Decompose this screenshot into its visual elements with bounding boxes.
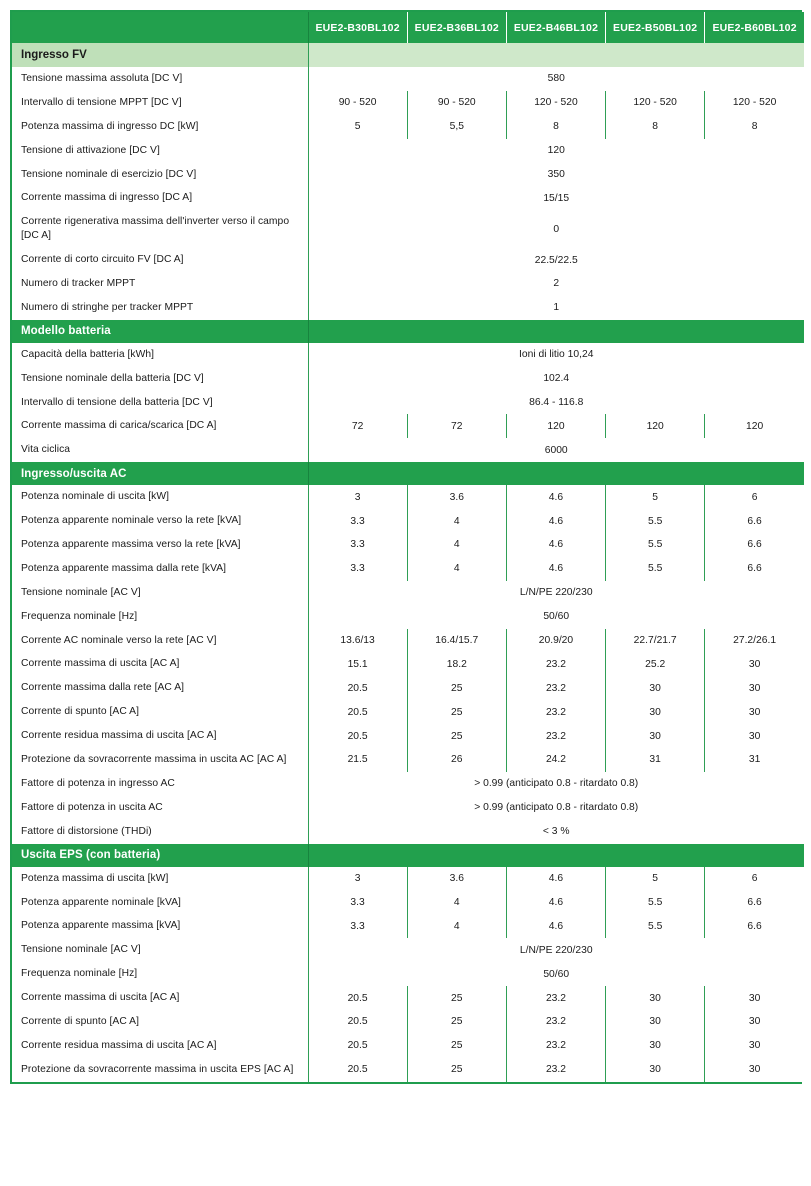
row-value-cell: 25	[407, 724, 506, 748]
row-value-cell: 120	[506, 414, 605, 438]
column-header-4: EUE2-B60BL102	[705, 12, 804, 43]
row-label: Potenza apparente massima verso la rete [kVA]	[12, 533, 308, 557]
row-label: Intervallo di tensione MPPT [DC V]	[12, 91, 308, 115]
table-row	[12, 210, 804, 248]
row-label: Corrente massima di carica/scarica [DC A]	[12, 414, 308, 438]
table-row	[12, 867, 804, 891]
table-row	[12, 652, 804, 676]
row-value-cell: 4	[407, 914, 506, 938]
row-label: Potenza massima di ingresso DC [kW]	[12, 115, 308, 139]
row-value-cell: 30	[705, 652, 804, 676]
table-row	[12, 629, 804, 653]
row-value-cell: 5.5	[606, 509, 705, 533]
spec-table-element	[12, 12, 804, 1082]
section-title: Uscita EPS (con batteria)	[12, 844, 308, 867]
row-label: Potenza nominale di uscita [kW]	[12, 485, 308, 509]
row-value-cell: 30	[606, 1058, 705, 1082]
section-header-row	[12, 462, 804, 485]
table-row	[12, 581, 804, 605]
row-value-cell: 4.6	[506, 867, 605, 891]
table-row	[12, 115, 804, 139]
table-row	[12, 724, 804, 748]
row-value-cell: 6.6	[705, 557, 804, 581]
table-row	[12, 557, 804, 581]
row-value-cell: 6.6	[705, 509, 804, 533]
row-value-merged: 2	[308, 272, 804, 296]
column-header-2: EUE2-B46BL102	[506, 12, 605, 43]
row-value-merged: 0	[308, 210, 804, 248]
table-row	[12, 748, 804, 772]
row-value-cell: 23.2	[506, 1010, 605, 1034]
row-label: Capacità della batteria [kWh]	[12, 343, 308, 367]
table-row	[12, 1010, 804, 1034]
row-value-merged: 6000	[308, 438, 804, 462]
table-row	[12, 891, 804, 915]
row-value-merged: 350	[308, 163, 804, 187]
row-value-cell: 30	[606, 676, 705, 700]
row-value-cell: 31	[606, 748, 705, 772]
row-value-cell: 5.5	[606, 533, 705, 557]
row-label: Numero di tracker MPPT	[12, 272, 308, 296]
row-value-cell: 30	[606, 986, 705, 1010]
table-row	[12, 438, 804, 462]
row-value-cell: 30	[705, 1058, 804, 1082]
row-value-cell: 90 - 520	[308, 91, 407, 115]
row-value-cell: 30	[606, 1010, 705, 1034]
row-value-cell: 22.7/21.7	[606, 629, 705, 653]
row-value-cell: 4.6	[506, 533, 605, 557]
row-value-cell: 120 - 520	[606, 91, 705, 115]
row-value-cell: 20.5	[308, 724, 407, 748]
row-value-cell: 3.6	[407, 867, 506, 891]
row-label: Frequenza nominale [Hz]	[12, 605, 308, 629]
row-label: Potenza massima di uscita [kW]	[12, 867, 308, 891]
row-value-cell: 72	[407, 414, 506, 438]
row-value-cell: 30	[606, 1034, 705, 1058]
row-label: Corrente massima di ingresso [DC A]	[12, 186, 308, 210]
row-value-merged: 1	[308, 296, 804, 320]
row-value-merged: 50/60	[308, 605, 804, 629]
row-value-merged: 580	[308, 67, 804, 91]
row-value-cell: 3.3	[308, 533, 407, 557]
row-value-merged: Ioni di litio 10,24	[308, 343, 804, 367]
row-value-cell: 4.6	[506, 509, 605, 533]
table-row	[12, 509, 804, 533]
row-value-cell: 13.6/13	[308, 629, 407, 653]
table-row	[12, 485, 804, 509]
row-value-cell: 3.3	[308, 557, 407, 581]
table-row	[12, 391, 804, 415]
row-value-cell: 20.5	[308, 986, 407, 1010]
table-row	[12, 91, 804, 115]
table-row	[12, 533, 804, 557]
column-header-3: EUE2-B50BL102	[606, 12, 705, 43]
row-value-cell: 30	[606, 700, 705, 724]
row-label: Frequenza nominale [Hz]	[12, 962, 308, 986]
row-value-cell: 23.2	[506, 986, 605, 1010]
row-value-merged: 22.5/22.5	[308, 248, 804, 272]
row-value-merged: 15/15	[308, 186, 804, 210]
row-value-cell: 6.6	[705, 914, 804, 938]
table-row	[12, 962, 804, 986]
table-row	[12, 296, 804, 320]
row-value-cell: 5	[308, 115, 407, 139]
row-value-cell: 3.3	[308, 914, 407, 938]
row-value-cell: 3	[308, 867, 407, 891]
row-value-merged: L/N/PE 220/230	[308, 581, 804, 605]
table-row	[12, 367, 804, 391]
table-row	[12, 248, 804, 272]
row-label: Fattore di potenza in ingresso AC	[12, 772, 308, 796]
row-value-cell: 20.5	[308, 700, 407, 724]
row-value-cell: 30	[705, 676, 804, 700]
row-value-cell: 23.2	[506, 676, 605, 700]
row-label: Vita ciclica	[12, 438, 308, 462]
row-value-cell: 30	[705, 986, 804, 1010]
table-row	[12, 1034, 804, 1058]
row-value-cell: 15.1	[308, 652, 407, 676]
row-value-cell: 5.5	[606, 891, 705, 915]
table-row	[12, 772, 804, 796]
row-value-cell: 4	[407, 891, 506, 915]
table-row	[12, 139, 804, 163]
section-title: Modello batteria	[12, 320, 308, 343]
section-fill	[308, 43, 804, 67]
section-header-row	[12, 43, 804, 67]
table-header	[12, 12, 804, 43]
row-value-cell: 5.5	[606, 914, 705, 938]
row-value-cell: 120 - 520	[506, 91, 605, 115]
column-header-1: EUE2-B36BL102	[407, 12, 506, 43]
row-value-cell: 6.6	[705, 891, 804, 915]
row-label: Corrente massima di uscita [AC A]	[12, 652, 308, 676]
row-label: Fattore di distorsione (THDi)	[12, 820, 308, 844]
row-value-cell: 120	[606, 414, 705, 438]
section-title: Ingresso FV	[12, 43, 308, 67]
row-label: Corrente di corto circuito FV [DC A]	[12, 248, 308, 272]
row-value-merged: 86.4 - 116.8	[308, 391, 804, 415]
column-header-0: EUE2-B30BL102	[308, 12, 407, 43]
row-label: Potenza apparente massima dalla rete [kVA]	[12, 557, 308, 581]
row-value-cell: 18.2	[407, 652, 506, 676]
row-label: Corrente AC nominale verso la rete [AC V]	[12, 629, 308, 653]
row-label: Tensione nominale della batteria [DC V]	[12, 367, 308, 391]
row-label: Potenza apparente nominale verso la rete [kVA]	[12, 509, 308, 533]
row-label: Corrente di spunto [AC A]	[12, 700, 308, 724]
row-label: Protezione da sovracorrente massima in uscita EPS [AC A]	[12, 1058, 308, 1082]
table-body	[12, 43, 804, 1082]
row-label: Corrente residua massima di uscita [AC A]	[12, 1034, 308, 1058]
row-value-cell: 5,5	[407, 115, 506, 139]
row-value-cell: 25	[407, 1058, 506, 1082]
row-value-cell: 30	[705, 1010, 804, 1034]
table-row	[12, 796, 804, 820]
row-value-cell: 30	[705, 724, 804, 748]
row-value-cell: 5	[606, 867, 705, 891]
section-header-row	[12, 844, 804, 867]
row-value-cell: 4.6	[506, 557, 605, 581]
table-row	[12, 986, 804, 1010]
header-row	[12, 12, 804, 43]
specifications-table	[10, 10, 802, 1084]
row-label: Potenza apparente massima [kVA]	[12, 914, 308, 938]
row-label: Corrente massima dalla rete [AC A]	[12, 676, 308, 700]
row-value-cell: 4.6	[506, 891, 605, 915]
table-row	[12, 938, 804, 962]
table-row	[12, 163, 804, 187]
row-value-cell: 4	[407, 509, 506, 533]
row-value-cell: 31	[705, 748, 804, 772]
header-corner-cell	[12, 12, 308, 43]
row-value-cell: 6.6	[705, 533, 804, 557]
row-label: Tensione nominale [AC V]	[12, 581, 308, 605]
row-label: Tensione nominale [AC V]	[12, 938, 308, 962]
table-row	[12, 700, 804, 724]
row-value-cell: 25	[407, 700, 506, 724]
row-value-cell: 20.5	[308, 1034, 407, 1058]
table-row	[12, 1058, 804, 1082]
row-value-cell: 26	[407, 748, 506, 772]
row-label: Numero di stringhe per tracker MPPT	[12, 296, 308, 320]
row-label: Corrente residua massima di uscita [AC A]	[12, 724, 308, 748]
row-label: Intervallo di tensione della batteria [DC V]	[12, 391, 308, 415]
row-label: Potenza apparente nominale [kVA]	[12, 891, 308, 915]
section-fill	[308, 844, 804, 867]
row-value-cell: 4	[407, 533, 506, 557]
row-value-cell: 4.6	[506, 485, 605, 509]
row-value-cell: 25	[407, 1010, 506, 1034]
row-value-cell: 8	[606, 115, 705, 139]
row-value-cell: 4	[407, 557, 506, 581]
row-value-cell: 30	[606, 724, 705, 748]
section-header-row	[12, 320, 804, 343]
table-row	[12, 343, 804, 367]
row-value-cell: 25	[407, 1034, 506, 1058]
row-value-cell: 5.5	[606, 557, 705, 581]
row-value-merged: < 3 %	[308, 820, 804, 844]
row-value-cell: 3.3	[308, 509, 407, 533]
row-value-cell: 30	[705, 700, 804, 724]
row-label: Fattore di potenza in uscita AC	[12, 796, 308, 820]
row-label: Tensione di attivazione [DC V]	[12, 139, 308, 163]
row-value-cell: 23.2	[506, 724, 605, 748]
section-fill	[308, 320, 804, 343]
row-value-cell: 6	[705, 867, 804, 891]
row-value-cell: 23.2	[506, 1034, 605, 1058]
table-row	[12, 186, 804, 210]
row-value-cell: 3	[308, 485, 407, 509]
row-value-cell: 3.3	[308, 891, 407, 915]
row-value-cell: 8	[506, 115, 605, 139]
row-label: Corrente rigenerativa massima dell'inverter verso il campo [DC A]	[12, 210, 308, 248]
table-row	[12, 414, 804, 438]
row-value-cell: 3.6	[407, 485, 506, 509]
table-row	[12, 914, 804, 938]
row-label: Corrente massima di uscita [AC A]	[12, 986, 308, 1010]
row-value-merged: 50/60	[308, 962, 804, 986]
row-value-merged: > 0.99 (anticipato 0.8 - ritardato 0.8)	[308, 796, 804, 820]
section-fill	[308, 462, 804, 485]
row-value-cell: 16.4/15.7	[407, 629, 506, 653]
row-value-cell: 24.2	[506, 748, 605, 772]
table-row	[12, 67, 804, 91]
row-value-cell: 20.5	[308, 1058, 407, 1082]
row-value-cell: 20.9/20	[506, 629, 605, 653]
row-label: Tensione massima assoluta [DC V]	[12, 67, 308, 91]
row-value-cell: 4.6	[506, 914, 605, 938]
row-label: Corrente di spunto [AC A]	[12, 1010, 308, 1034]
row-value-cell: 20.5	[308, 1010, 407, 1034]
row-value-cell: 25.2	[606, 652, 705, 676]
table-row	[12, 272, 804, 296]
table-row	[12, 605, 804, 629]
row-value-cell: 30	[705, 1034, 804, 1058]
row-value-cell: 20.5	[308, 676, 407, 700]
row-value-cell: 23.2	[506, 1058, 605, 1082]
row-value-cell: 21.5	[308, 748, 407, 772]
row-value-cell: 72	[308, 414, 407, 438]
row-value-cell: 25	[407, 986, 506, 1010]
row-value-cell: 27.2/26.1	[705, 629, 804, 653]
row-value-cell: 6	[705, 485, 804, 509]
row-label: Tensione nominale di esercizio [DC V]	[12, 163, 308, 187]
row-label: Protezione da sovracorrente massima in uscita AC [AC A]	[12, 748, 308, 772]
row-value-cell: 23.2	[506, 700, 605, 724]
row-value-cell: 5	[606, 485, 705, 509]
row-value-cell: 90 - 520	[407, 91, 506, 115]
row-value-cell: 23.2	[506, 652, 605, 676]
table-row	[12, 820, 804, 844]
row-value-cell: 25	[407, 676, 506, 700]
row-value-cell: 120 - 520	[705, 91, 804, 115]
row-value-merged: 102.4	[308, 367, 804, 391]
row-value-cell: 8	[705, 115, 804, 139]
row-value-merged: L/N/PE 220/230	[308, 938, 804, 962]
row-value-merged: 120	[308, 139, 804, 163]
section-title: Ingresso/uscita AC	[12, 462, 308, 485]
row-value-cell: 120	[705, 414, 804, 438]
table-row	[12, 676, 804, 700]
row-value-merged: > 0.99 (anticipato 0.8 - ritardato 0.8)	[308, 772, 804, 796]
